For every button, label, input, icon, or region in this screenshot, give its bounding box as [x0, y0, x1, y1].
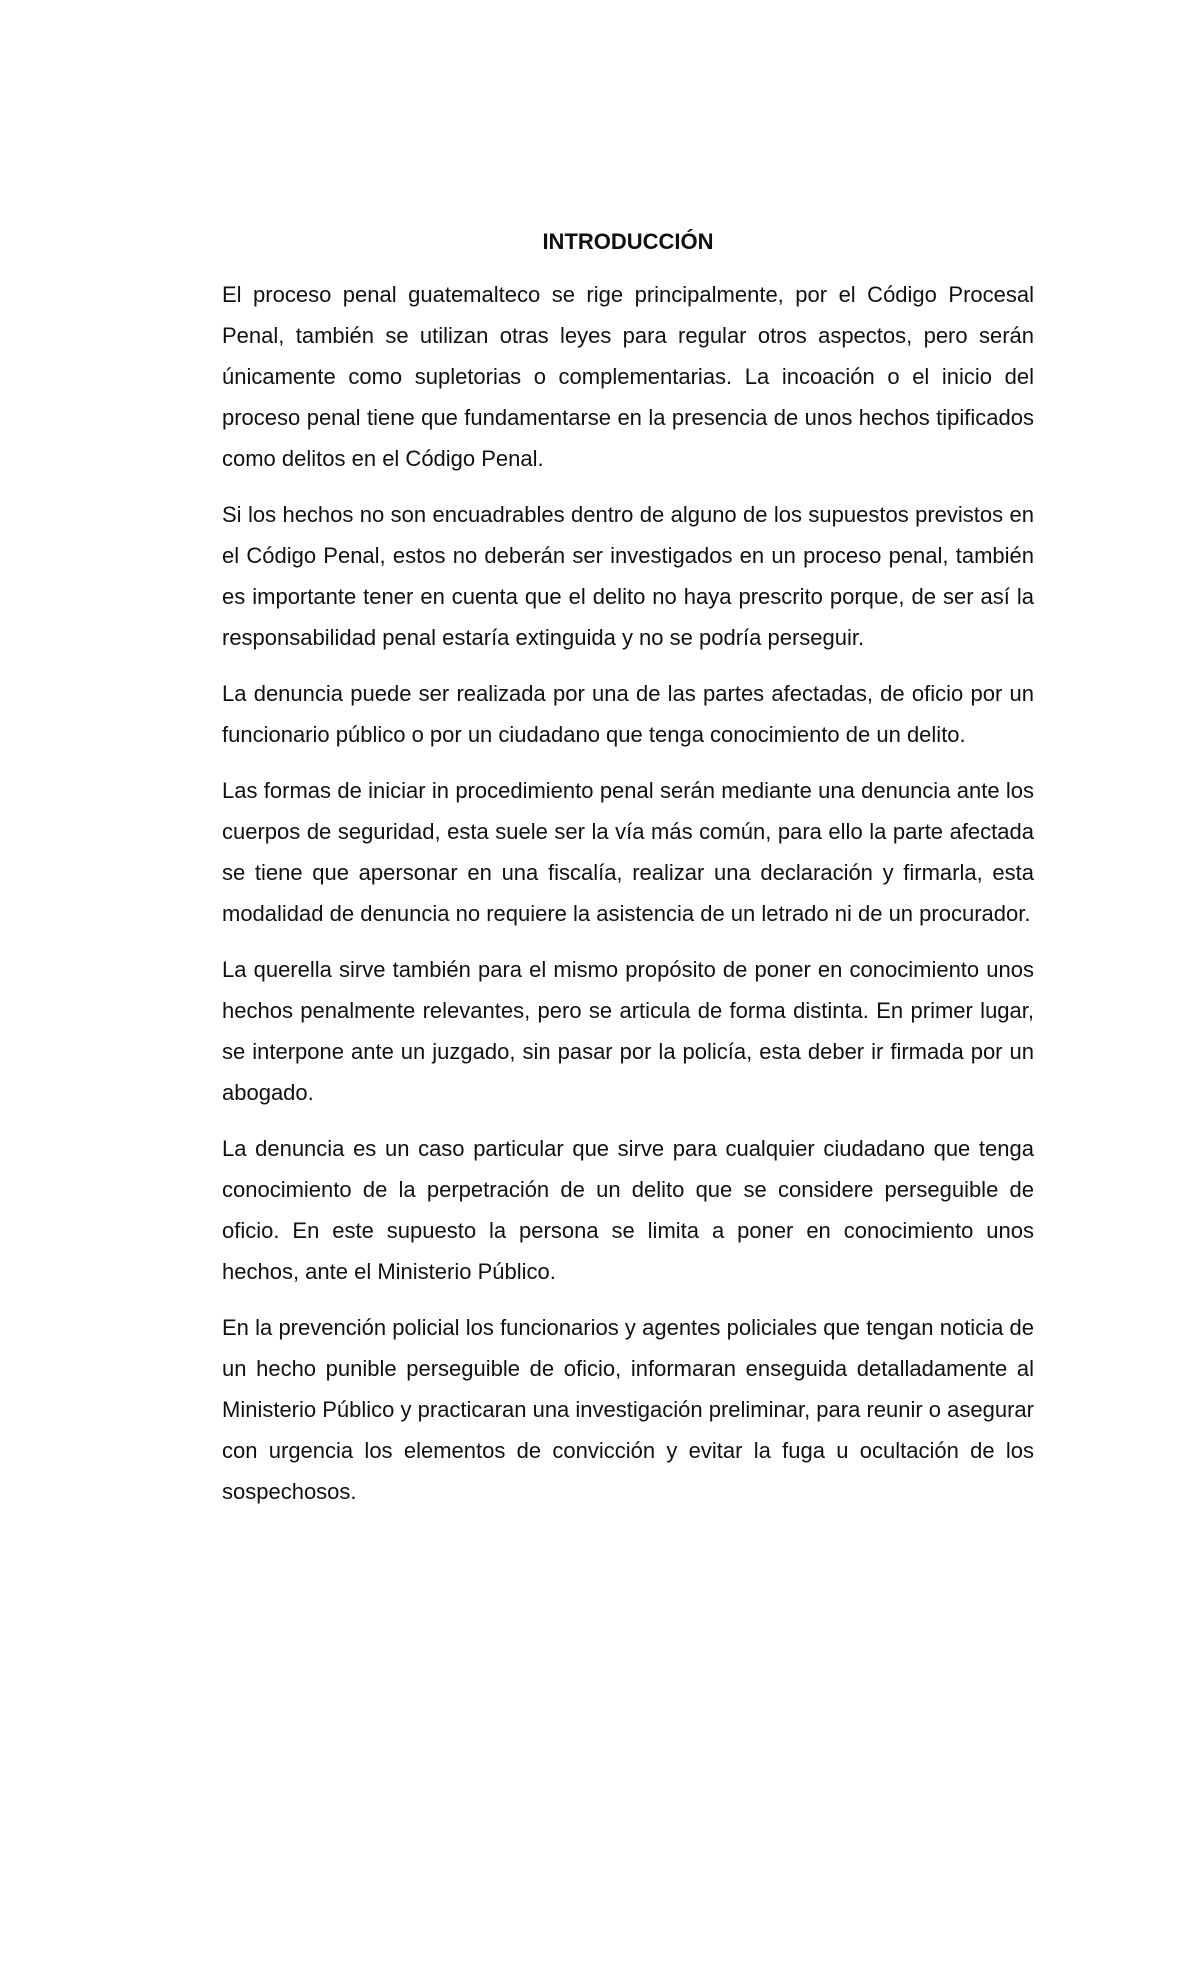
document-body	[222, 228, 1034, 1527]
paragraph-1: El proceso penal guatemalteco se rige principalmente, por el Código Procesal Penal, también se utilizan otras leyes para regular otros aspectos, pero serán únicamente como supletorias o complementarias. La incoación o el inicio del proceso penal tiene que fundamentarse en la presencia de unos hechos tipificados como delitos en el Código Penal.	[222, 282, 1034, 471]
paragraph-2: Si los hechos no son encuadrables dentro de alguno de los supuestos previstos en el Código Penal, estos no deberán ser investigados en un proceso penal, también es importante tener en cuenta que el delito no haya prescrito porque, de ser así la responsabilidad penal estaría extinguida y no se podría perseguir.	[222, 502, 1034, 650]
paragraph-4: Las formas de iniciar in procedimiento penal serán mediante una denuncia ante los cuerpos de seguridad, esta suele ser la vía más común, para ello la parte afectada se tiene que apersonar en una fiscalía, realizar una declaración y firmarla, esta modalidad de denuncia no requiere la asistencia de un letrado ni de un procurador.	[222, 778, 1034, 926]
paragraph-3: La denuncia puede ser realizada por una de las partes afectadas, de oficio por un funcionario público o por un ciudadano que tenga conocimiento de un delito.	[222, 681, 1034, 747]
document-title: INTRODUCCIÓN	[542, 229, 714, 254]
paragraph-7: En la prevención policial los funcionarios y agentes policiales que tengan noticia de un hecho punible perseguible de oficio, informaran enseguida detalladamente al Ministerio Público y practicaran una investigación preliminar, para reunir o asegurar con urgencia los elementos de convicción y evitar la fuga u ocultación de los sospechosos.	[222, 1315, 1034, 1504]
paragraph-5: La querella sirve también para el mismo propósito de poner en conocimiento unos hechos penalmente relevantes, pero se articula de forma distinta. En primer lugar, se interpone ante un juzgado, sin pasar por la policía, esta deber ir firmada por un abogado.	[222, 957, 1034, 1105]
paragraph-6: La denuncia es un caso particular que sirve para cualquier ciudadano que tenga conocimiento de la perpetración de un delito que se considere perseguible de oficio. En este supuesto la persona se limita a poner en conocimiento unos hechos, ante el Ministerio Público.	[222, 1136, 1034, 1284]
